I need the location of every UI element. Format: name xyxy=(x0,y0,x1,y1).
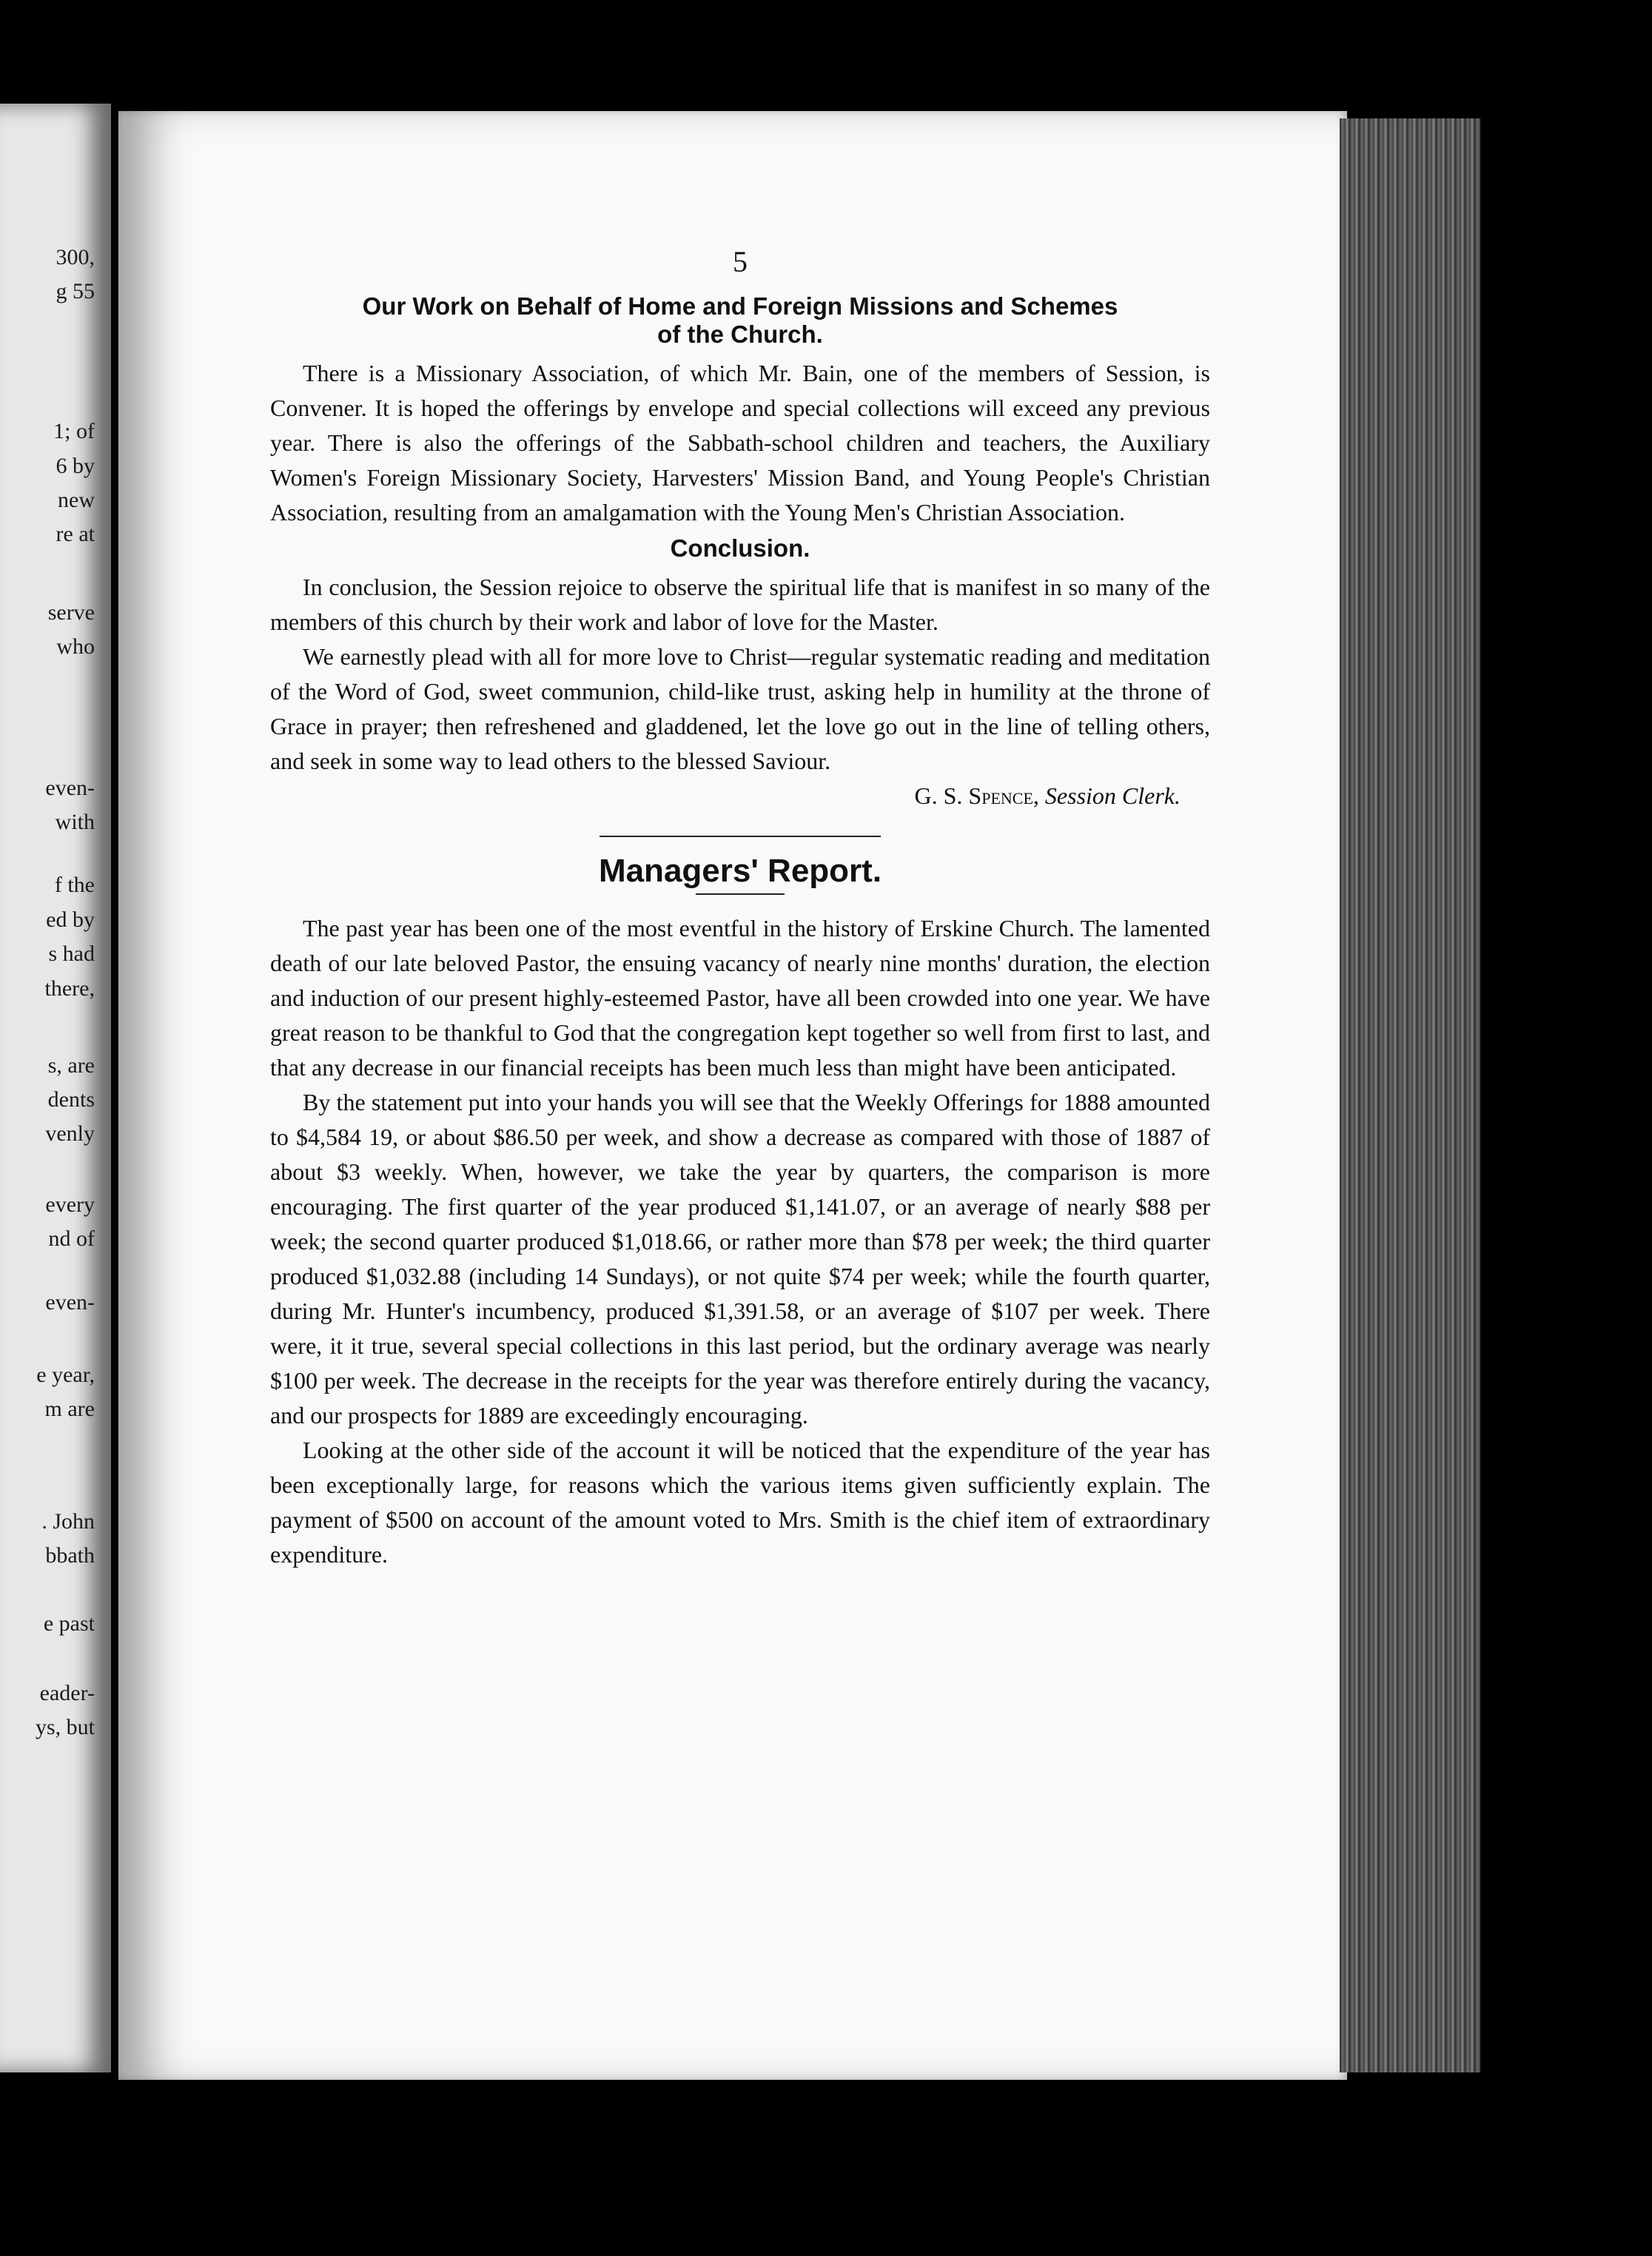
section-divider xyxy=(600,836,881,837)
facing-page-fragment: ed by xyxy=(46,907,95,932)
page-number: 5 xyxy=(733,245,748,278)
facing-page-fragment: . John xyxy=(41,1509,95,1534)
report-paragraph-1: The past year has been one of the most eventful in the history of Erskine Church. The lamented death of our late beloved Pastor, the ensuing vacancy of nearly nine months' duration, the election and induction of our present highly-esteemed Pastor, have all been crowded into one year. We have great reason to be thankful to God that the congregation kept together so well from first to last, and that any decrease in our financial receipts has been much less than might have been anticipated. xyxy=(270,915,1210,1081)
facing-page-fragment: nd of xyxy=(48,1226,95,1251)
facing-page-fragment: g 55 xyxy=(56,279,95,303)
facing-page-fragment: there, xyxy=(44,976,95,1001)
facing-page-fragment: who xyxy=(56,634,95,659)
facing-page-fragment: eader- xyxy=(39,1681,95,1705)
facing-page-fragment: serve xyxy=(47,600,95,625)
facing-page-fragment: s, are xyxy=(47,1053,95,1078)
facing-page-fragment: every xyxy=(45,1192,95,1217)
facing-page-fragment: new xyxy=(58,488,95,512)
facing-page-fragment: bbath xyxy=(45,1543,95,1568)
managers-report-title: Managers' Report. xyxy=(598,853,882,889)
missions-heading-line2: of the Church. xyxy=(657,320,823,348)
facing-page-fragment: 300, xyxy=(56,245,95,269)
facing-page-fragment: 1; of xyxy=(53,419,95,443)
facing-page-fragment: even- xyxy=(45,1290,95,1315)
signature-name: G. S. Spence, xyxy=(914,782,1039,809)
facing-page-fragment: f the xyxy=(54,873,95,897)
missions-heading-line1: Our Work on Behalf of Home and Foreign Missions and Schemes xyxy=(362,292,1118,320)
facing-page-fragment: s had xyxy=(48,941,95,966)
conclusion-paragraph-1: In conclusion, the Session rejoice to observe the spiritual life that is manifest in so many of the members of this church by their work and labor of love for the Master. xyxy=(270,574,1210,635)
facing-page-fragment: 6 by xyxy=(56,454,95,478)
missions-heading xyxy=(270,292,1210,349)
facing-page-fragment: with xyxy=(55,810,95,834)
signature xyxy=(270,779,1181,813)
conclusion-paragraph-2: We earnestly plead with all for more love to Christ—regular systematic reading and meditation of the Word of God, sweet communion, child-like trust, asking help in humility at the throne of Grace in prayer; then refreshened and gladdened, let the love go out in the line of telling others, and seek in some way to lead others to the blessed Saviour. xyxy=(270,643,1210,774)
facing-page xyxy=(0,104,111,2072)
facing-page-fragment: dents xyxy=(47,1087,95,1112)
facing-page-fragment: venly xyxy=(45,1121,95,1146)
page-edges xyxy=(1340,118,1480,2072)
report-paragraph-3: Looking at the other side of the account it will be noticed that the expenditure of the year has been exceptionally large, for reasons which the various items given sufficiently explain. The payment of $500 on account of the amount voted to Mrs. Smith is the chief item of extraordinary expenditure. xyxy=(270,1437,1210,1568)
report-paragraph-2: By the statement put into your hands you will see that the Weekly Offerings for 1888 amounted to $4,584 19, or about $86.50 per week, and show a decrease as compared with those of 1887 of about $3 weekly. When, however, we take the year by quarters, the comparison is more encouraging. The first quarter of the year produced $1,141.07, or an average of nearly $88 per week; the second quarter produced $1,018.66, or rather more than $78 per week; the third quarter produced $1,032.88 (including 14 Sundays), or not quite $74 per week; while the fourth quarter, during Mr. Hunter's incumbency, produced $1,391.58, or an average of $107 per week. There were, it it true, several special collections in this last period, but the ordinary average was nearly $100 per week. The decrease in the receipts for the year was therefore entirely during the vacancy, and our prospects for 1889 are exceedingly encouraging. xyxy=(270,1089,1210,1429)
missions-paragraph: There is a Missionary Association, of which Mr. Bain, one of the members of Session, is Convener. It is hoped the offerings by envelope and special collections will exceed any previous year. There is also the offerings of the Sabbath-school children and teachers, the Auxiliary Women's Foreign Missionary Society, Harvesters' Mission Band, and Young People's Christian Association, resulting from an amalgamation with the Young Men's Christian Association. xyxy=(270,360,1210,526)
facing-page-fragment: re at xyxy=(56,522,95,546)
conclusion-heading: Conclusion. xyxy=(670,534,810,562)
page-text xyxy=(270,244,1210,1572)
signature-title: Session Clerk. xyxy=(1044,782,1181,809)
facing-page-fragment: ys, but xyxy=(35,1715,95,1739)
facing-page-fragment: e past xyxy=(43,1611,95,1636)
facing-page-fragment: e year, xyxy=(36,1363,95,1387)
title-underline xyxy=(696,893,785,895)
facing-page-fragment: even- xyxy=(45,776,95,800)
facing-page-fragment: m are xyxy=(44,1397,95,1421)
